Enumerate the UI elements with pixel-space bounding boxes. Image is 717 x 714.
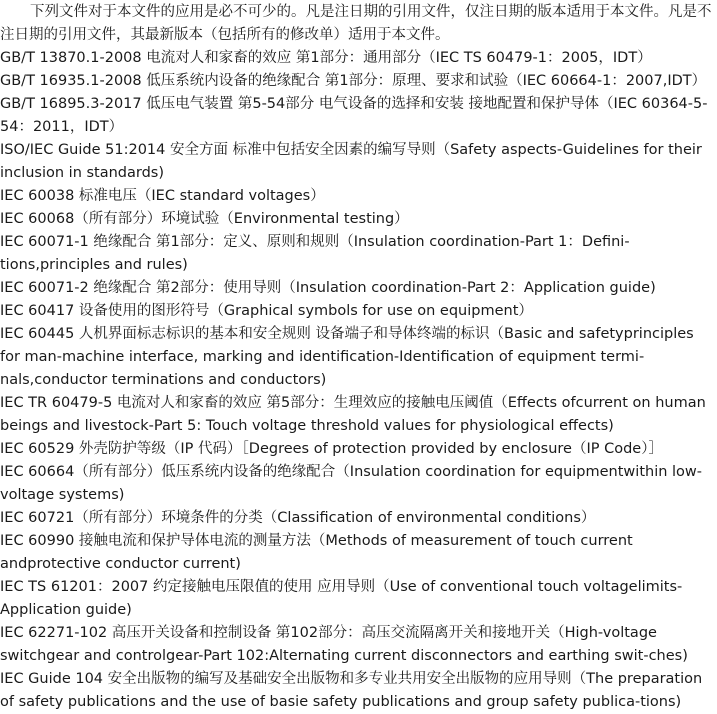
- reference-list: [0, 47, 717, 714]
- reference-item: IEC 60721（所有部分）环境条件的分类（Classification of environmental conditions）: [0, 510, 596, 526]
- reference-item: GB/T 13870.1-2008 电流对人和家畜的效应 第1部分：通用部分（IEC TS 60479-1：2005，IDT）: [0, 50, 652, 66]
- reference-item: GB/T 16935.1-2008 低压系统内设备的绝缘配合 第1部分：原理、要求和试验（IEC 60664-1：2007,IDT）: [0, 73, 707, 89]
- intro-paragraph: 下列文件对于本文件的应用是必不可少的。凡是注日期的引用文件，仅注日期的版本适用于本文件。凡是不注日期的引用文件，其最新版本（包括所有的修改单）适用于本文件。: [0, 4, 712, 43]
- reference-item: IEC 60071-1 绝缘配合 第1部分：定义、原则和规则（Insulation coordination-Part 1：Defini-tions,principles and rules): [0, 234, 630, 273]
- reference-item: GB/T 16895.3-2017 低压电气装置 第5-54部分 电气设备的选择和安装 接地配置和保护导体（IEC 60364-5-54：2011，IDT）: [0, 96, 708, 135]
- reference-item: IEC 60990 接触电流和保护导体电流的测量方法（Methods of measurement of touch current andprotective conductor current): [0, 533, 633, 572]
- reference-item: IEC 60445 人机界面标志标识的基本和安全规则 设备端子和导体终端的标识（Basic and safetyprinciples for man-machine interface, marking and identification-Identification of equipment termi-nals,conductor terminations and conductors): [0, 326, 694, 388]
- reference-item: IEC Guide 104 安全出版物的编写及基础安全出版物和多专业共用安全出版物的应用导则（The preparation of safety publications and the use of basie safety publications and group safety publica-tions): [0, 671, 703, 710]
- reference-item: IEC 60529 外壳防护等级（IP 代码）［Degrees of protection provided by enclosure（IP Code）］: [0, 441, 663, 457]
- reference-item: IEC 60068（所有部分）环境试验（Environmental testing）: [0, 211, 409, 227]
- reference-item: IEC 60038 标准电压（IEC standard voltages）: [0, 188, 325, 204]
- reference-item: IEC 62271-102 高压开关设备和控制设备 第102部分：高压交流隔离开关和接地开关（High-voltage switchgear and controlgear-Part 102:Alternating current disconnectors and earthing swit-ches): [0, 625, 688, 664]
- reference-item: IEC TS 61201：2007 约定接触电压限值的使用 应用导则（Use of conventional touch voltagelimits-Application guide): [0, 579, 683, 618]
- reference-item: IEC 60071-2 绝缘配合 第2部分：使用导则（Insulation coordination-Part 2：Application guide): [0, 280, 656, 296]
- reference-item: IEC 60664（所有部分）低压系统内设备的绝缘配合（Insulation coordination for equipmentwithin low-voltage systems): [0, 464, 703, 503]
- reference-item: IEC 60417 设备使用的图形符号（Graphical symbols for use on equipment）: [0, 303, 533, 319]
- reference-item: ISO/IEC Guide 51:2014 安全方面 标准中包括安全因素的编写导则（Safety aspects-Guidelines for their inclusion in standards): [0, 142, 702, 181]
- reference-item: IEC TR 60479-5 电流对人和家畜的效应 第5部分：生理效应的接触电压阈值（Effects ofcurrent on human beings and livestock-Part 5: Touch voltage threshold values for physiological effects): [0, 395, 706, 434]
